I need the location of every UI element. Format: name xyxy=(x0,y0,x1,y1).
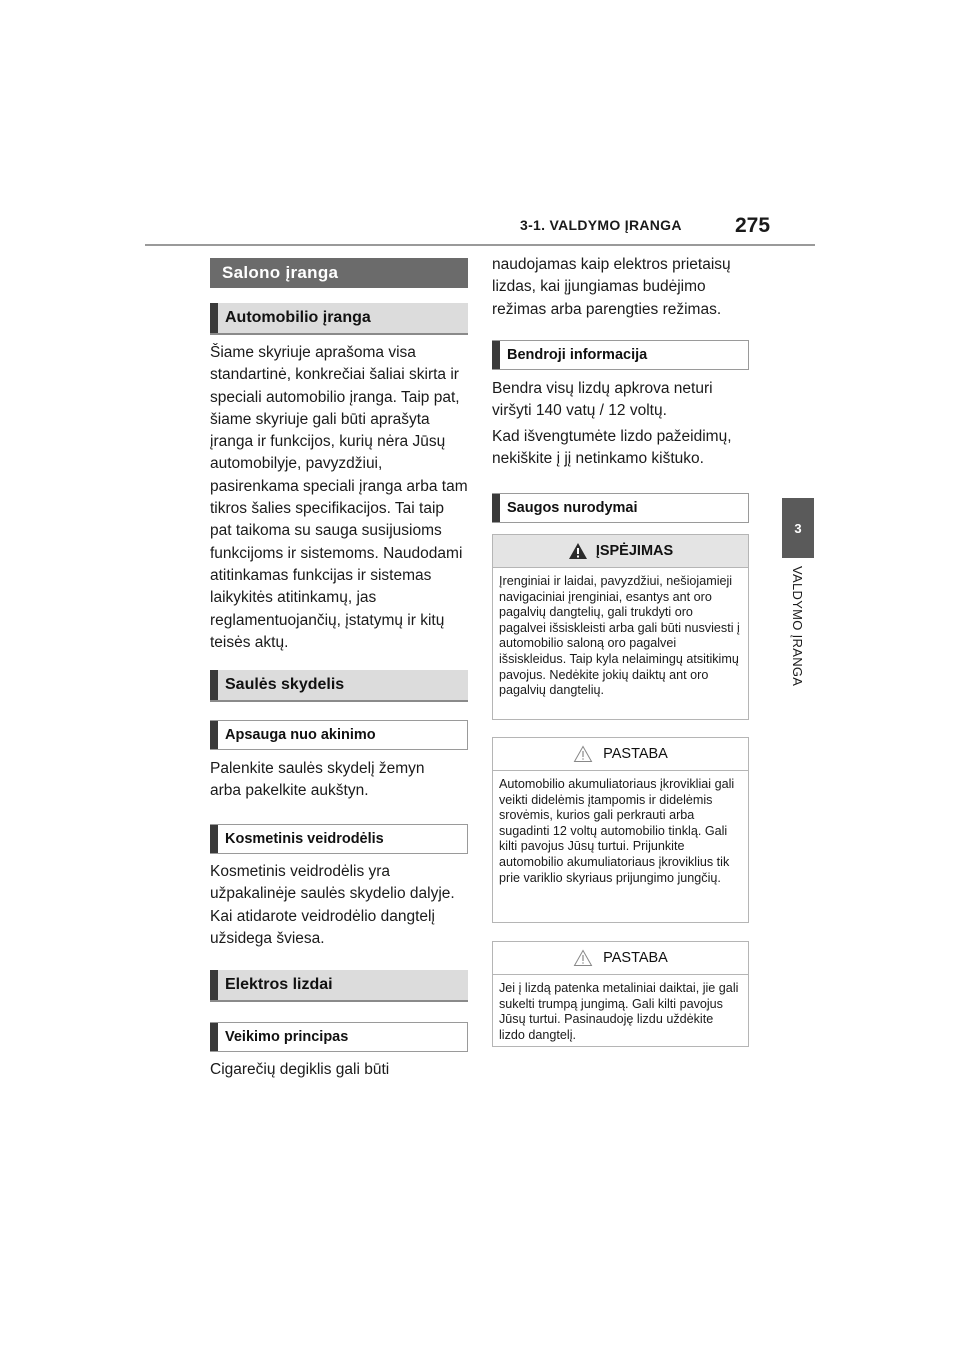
paragraph-bendroji-1: Bendra visų lizdų apkrova neturi viršyti 140 vatų / 12 voltų. xyxy=(492,380,713,420)
subheading-veikimo xyxy=(210,1022,468,1052)
running-header: 3-1. VALDYMO ĮRANGA xyxy=(520,217,682,233)
paragraph-bendroji-2: Kad išvengtumėte lizdo pažeidimų, nekiškite į jį netinkamo kištuko. xyxy=(492,428,732,468)
chapter-side-label-text: VALDYMO ĮRANGA xyxy=(790,566,805,687)
paragraph-veikimo-continued: naudojamas kaip elektros prietaisų lizdas, kai įjungiamas budėjimo režimas arba parengties režimas. xyxy=(492,256,731,318)
section-title: Salono įranga xyxy=(210,258,468,288)
heading-text: Saulės skydelis xyxy=(225,676,345,693)
note-text: Automobilio akumuliatoriaus įkrovikliai gali veikti didelėmis įtampomis ir didelėmis srovėmis, kurios gali perkrauti arba sugadinti 12 voltų automobilio tinklą. Gali kilti pavojus Jūsų turtui. Prijunkite automobilio akumuliatoriaus įkroviklius tik prie variklio skyriaus prijungimo jungčių. xyxy=(499,777,735,885)
heading-automobilio-iranga xyxy=(210,303,468,335)
subheading-kosmetinis xyxy=(210,824,468,854)
paragraph-automobilio-iranga: Šiame skyriuje aprašoma visa standartinė, konkrečiai šaliai skirta ir speciali automobilio įranga. Taip pat, šiame skyriuje gali būti aprašyta įranga ir funkcijos, kurių nėra Jūsų automobilyje, pavyzdžiui, pasirenkama speciali įranga arba tam tikros šalies specifikacijos. Tai taip pat taikoma su sauga susijusioms funkcijoms ir sistemoms. Naudodami atitinkamas funkcijas ir sistemas laikykitės atitinkamų, jas reglamentuojančių, įstatymų ir kitų teisės aktų. xyxy=(210,344,468,651)
heading-text: Apsauga nuo akinimo xyxy=(225,727,376,743)
heading-text: Bendroji informacija xyxy=(507,347,648,363)
note-text: Jei į lizdą patenka metaliniai daiktai, jie gali sukelti trumpą jungimą. Gali kilti pavojus Jūsų turtui. Pasinaudoję lizdu uždėkite lizdo dangtelį. xyxy=(499,981,739,1042)
heading-bar xyxy=(210,825,218,853)
paragraph-veikimo-start: Cigarečių degiklis gali būti xyxy=(210,1061,390,1078)
heading-saules-skydelis xyxy=(210,670,468,702)
heading-bar xyxy=(210,721,218,749)
heading-bar xyxy=(210,303,218,333)
heading-bar xyxy=(492,341,500,369)
note-title: PASTABA xyxy=(603,950,668,966)
heading-text: Automobilio įranga xyxy=(225,309,371,326)
chapter-tab: 3 xyxy=(782,498,814,558)
warning-triangle-icon xyxy=(568,542,588,560)
paragraph-apsauga: Palenkite saulės skydelį žemyn arba pakelkite aukštyn. xyxy=(210,760,425,800)
note-box-1 xyxy=(492,737,749,923)
heading-bar xyxy=(210,670,218,700)
heading-bar xyxy=(210,970,218,1000)
caution-triangle-icon xyxy=(573,745,593,763)
caution-triangle-icon xyxy=(573,949,593,967)
heading-text: Veikimo principas xyxy=(225,1029,349,1045)
chapter-side-label xyxy=(789,566,809,726)
heading-text: Kosmetinis veidrodėlis xyxy=(225,831,384,847)
warning-header xyxy=(493,535,748,568)
note-box-2 xyxy=(492,941,749,1047)
heading-bar xyxy=(210,1023,218,1051)
note-title: PASTABA xyxy=(603,746,668,762)
page-number: 275 xyxy=(735,214,771,237)
subheading-saugos xyxy=(492,493,749,523)
warning-text: Įrenginiai ir laidai, pavyzdžiui, nešiojamieji navigaciniai įrenginiai, esantys ant oro pagalvių dangtelių, gali trukdyti oro pagalvei išsiskleisti arba gali būti nusviesti į automobilio saloną oro pagalvei išsiskleidus. Taip kyla nelaimingų atsitikimų pavojus. Nedėkite jokių daiktų ant oro pagalvių dangtelių. xyxy=(499,574,740,698)
header-rule xyxy=(145,244,815,246)
warning-box xyxy=(492,534,749,720)
paragraph-kosmetinis: Kosmetinis veidrodėlis yra užpakalinėje saulės skydelio dalyje. Kai atidarote veidrodėlio dangtelį užsidega šviesa. xyxy=(210,863,455,947)
note-header xyxy=(493,942,748,975)
warning-title: ĮSPĖJIMAS xyxy=(595,543,674,559)
subheading-bendroji xyxy=(492,340,749,370)
note-header xyxy=(493,738,748,771)
heading-text: Elektros lizdai xyxy=(225,976,333,993)
heading-text: Saugos nurodymai xyxy=(507,500,638,516)
subheading-apsauga xyxy=(210,720,468,750)
heading-elektros-lizdai xyxy=(210,970,468,1002)
heading-bar xyxy=(492,494,500,522)
